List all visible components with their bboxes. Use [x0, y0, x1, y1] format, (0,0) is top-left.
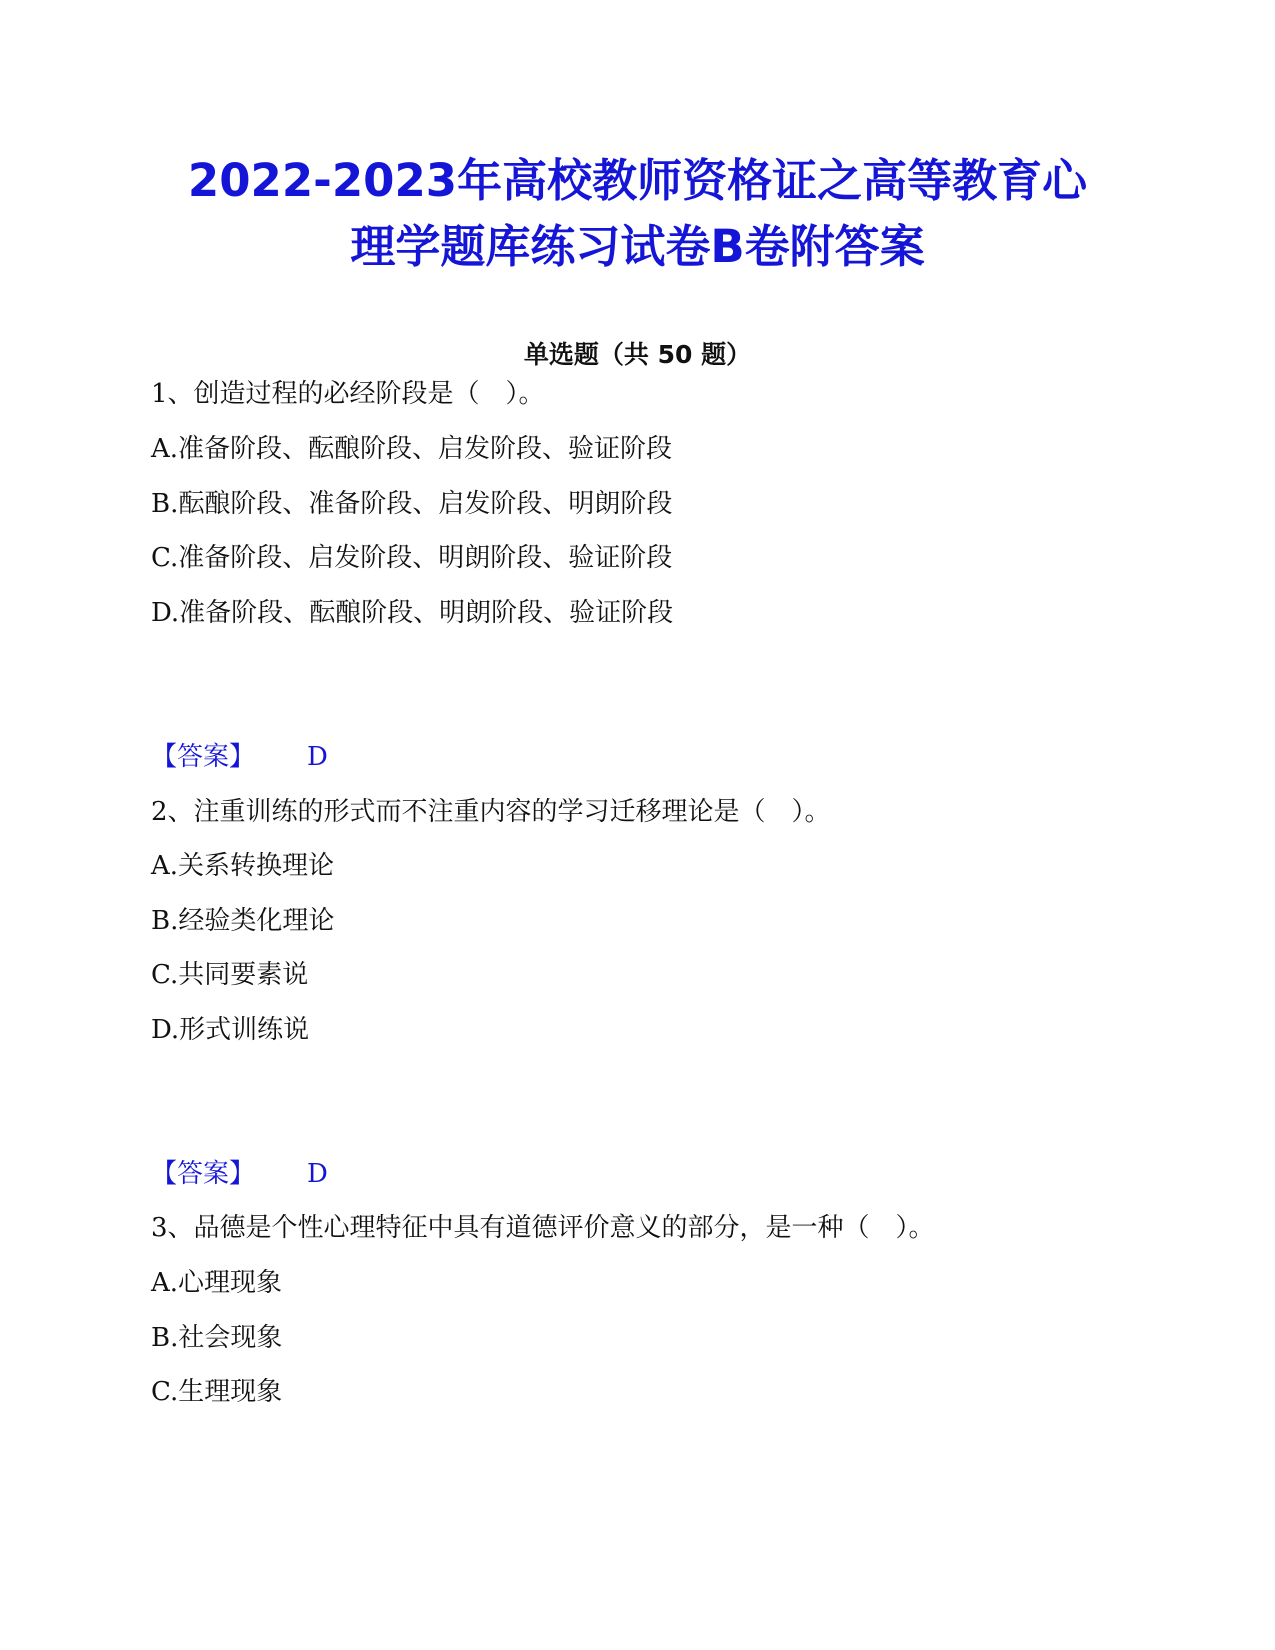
question-1-option-a: A.准备阶段、酝酿阶段、启发阶段、验证阶段: [151, 434, 673, 464]
title-line-2: 理学题库练习试卷B卷附答案: [350, 220, 925, 273]
question-1-option-d: D.准备阶段、酝酿阶段、明朗阶段、验证阶段: [151, 598, 674, 628]
question-1-answer: [151, 739, 328, 775]
question-2-option-d: D.形式训练说: [151, 1015, 310, 1045]
question-2-option-b: B.经验类化理论: [151, 906, 335, 936]
question-2-answer: [151, 1156, 328, 1192]
section-heading: 单选题（共 50 题）: [523, 340, 752, 369]
question-1-option-b: B.酝酿阶段、准备阶段、启发阶段、明朗阶段: [151, 489, 673, 519]
document-title: [100, 148, 1175, 280]
answer-label: 【答案】: [151, 742, 256, 772]
question-3-option-c: C.生理现象: [151, 1377, 283, 1407]
question-1-option-c: C.准备阶段、启发阶段、明朗阶段、验证阶段: [151, 543, 673, 573]
question-3-option-a: A.心理现象: [151, 1268, 283, 1298]
question-2-option-a: A.关系转换理论: [151, 851, 335, 881]
question-1-stem: 1、创造过程的必经阶段是（ ）。: [151, 379, 545, 409]
answer-value: D: [307, 742, 328, 772]
question-2-option-c: C.共同要素说: [151, 960, 309, 990]
question-3-stem: 3、品德是个性心理特征中具有道德评价意义的部分，是一种（ ）。: [151, 1213, 935, 1243]
answer-label: 【答案】: [151, 1159, 256, 1189]
answer-value: D: [307, 1159, 328, 1189]
question-3-option-b: B.社会现象: [151, 1323, 283, 1353]
title-line-1: 2022-2023年高校教师资格证之高等教育心: [187, 154, 1088, 207]
question-2-stem: 2、注重训练的形式而不注重内容的学习迁移理论是（ ）。: [151, 797, 831, 827]
